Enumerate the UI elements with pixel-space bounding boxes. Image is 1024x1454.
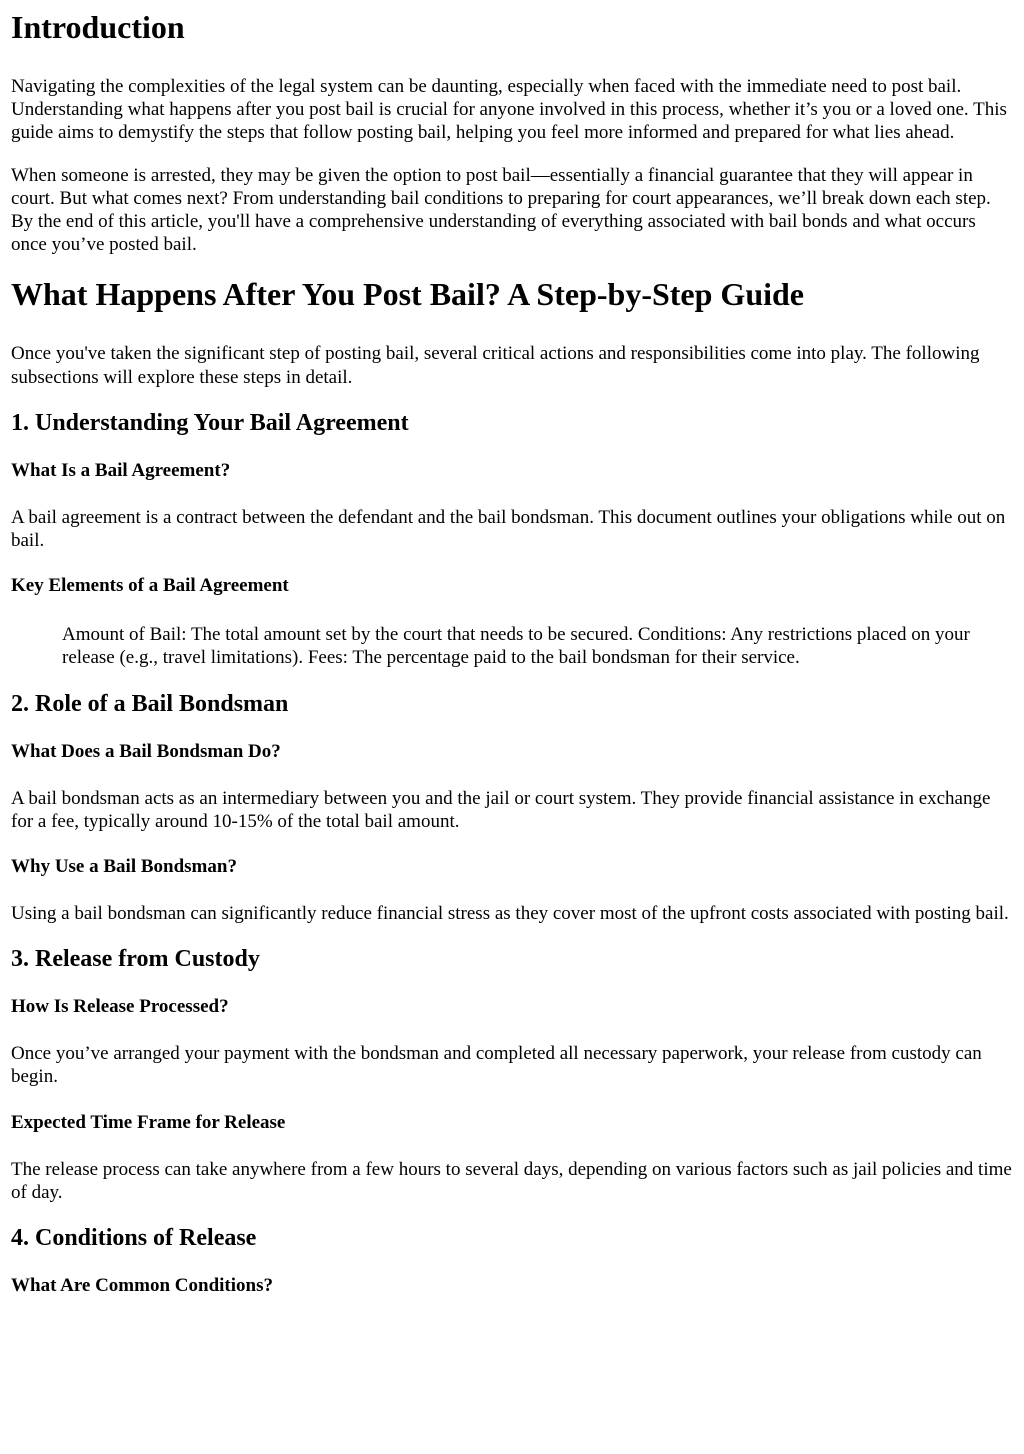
section-2-paragraph-2: Using a bail bondsman can significantly reduce financial stress as they cover most of the upfront costs associated with posting bail. (11, 903, 1009, 925)
section-1-subheading-2: Key Elements of a Bail Agreement (11, 575, 289, 597)
section-4-heading: 4. Conditions of Release (11, 1225, 257, 1252)
section-3-subheading-1: How Is Release Processed? (11, 996, 229, 1018)
bail-agreement-elements-quote: Amount of Bail: The total amount set by the court that needs to be secured. Conditions: Any restrictions placed on your release (e.g., travel limitations). Fees: The percentage paid to the bail bondsman for their service. (62, 624, 970, 669)
intro-paragraph-2: When someone is arrested, they may be given the option to post bail—essentially a financial guarantee that they will appear in court. But what comes next? From understanding bail conditions to preparing for court appearances, we’ll break down each step. By the end of this article, you'll have a comprehensive understanding of everything associated with bail bonds and what occurs once you’ve posted bail. (11, 164, 991, 256)
section-2-paragraph-1: A bail bondsman acts as an intermediary between you and the jail or court system. They provide financial assistance in exchange for a fee, typically around 10-15% of the total bail amount. (11, 787, 991, 832)
section-2-subheading-2: Why Use a Bail Bondsman? (11, 856, 237, 878)
section-3-subheading-2: Expected Time Frame for Release (11, 1111, 286, 1133)
section-2-subheading-1: What Does a Bail Bondsman Do? (11, 740, 281, 762)
section-2-heading: 2. Role of a Bail Bondsman (11, 690, 289, 717)
introduction-heading: Introduction (11, 9, 185, 45)
guide-heading: What Happens After You Post Bail? A Step-by-Step Guide (11, 276, 804, 313)
section-4-subheading-1: What Are Common Conditions? (11, 1275, 273, 1297)
section-1-paragraph-1: A bail agreement is a contract between the defendant and the bail bondsman. This document outlines your obligations while out on bail. (11, 506, 1006, 552)
intro-paragraph-1: Navigating the complexities of the legal system can be daunting, especially when faced with the immediate need to post bail. Understanding what happens after you post bail is crucial for anyone involved in this process, whether it’s you or a loved one. This guide aims to demystify the steps that follow posting bail, helping you feel more informed and prepared for what lies ahead. (11, 76, 1007, 144)
article (0, 8, 1024, 1297)
guide-intro-paragraph: Once you've taken the significant step of posting bail, several critical actions and responsibilities come into play. The following subsections will explore these steps in detail. (11, 343, 980, 388)
section-1-subheading-1: What Is a Bail Agreement? (11, 459, 231, 481)
section-3-heading: 3. Release from Custody (11, 946, 260, 973)
section-3-paragraph-1: Once you’ve arranged your payment with the bondsman and completed all necessary paperwork, your release from custody can begin. (11, 1043, 982, 1088)
section-3-paragraph-2: The release process can take anywhere from a few hours to several days, depending on various factors such as jail policies and time of day. (11, 1158, 1012, 1203)
section-1-heading: 1. Understanding Your Bail Agreement (11, 409, 409, 436)
